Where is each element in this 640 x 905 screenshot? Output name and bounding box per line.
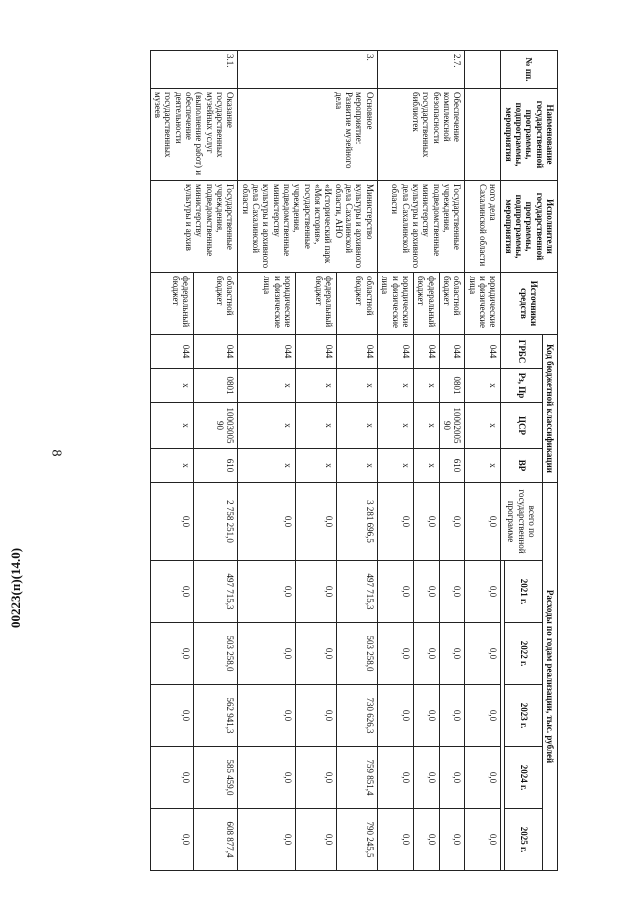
cell-total: 0,0 [295, 483, 336, 561]
cell-2023: 0,0 [150, 685, 194, 747]
header-budget-code: Код бюджетной классификации [542, 335, 557, 483]
cell-csr: х [150, 403, 194, 449]
cell-rzpr: х [413, 369, 439, 403]
header-no: № пп. [501, 51, 558, 89]
cell-csr: х [238, 403, 296, 449]
cell-2024: 759 851,4 [336, 747, 377, 809]
cell-vr: 610 [439, 449, 465, 483]
cell-csr: х [336, 403, 377, 449]
cell-name: Обеспечение комплексной безопасности государственных библиотек [377, 89, 464, 181]
cell-executor: Министерство культуры и архивного дела Сахалинской области, АНО «Исторический парк «Моя история», государственные учреждения, подведомственные министерству культуры и архивного дела Сахалинской области [238, 181, 377, 273]
page-number: 8 [48, 449, 64, 457]
cell-total: 2 758 251,0 [194, 483, 238, 561]
cell-source: федеральный бюджет [150, 273, 194, 335]
header-2021: 2021 г. [505, 561, 542, 623]
cell-2025: 0,0 [413, 809, 439, 871]
header-name: Наименование государственной программы, подпрограммы, мероприятия [501, 89, 558, 181]
cell-total: 3 281 696,5 [336, 483, 377, 561]
cell-vr: х [413, 449, 439, 483]
cell-csr: х [295, 403, 336, 449]
cell-executor: ного дела Сахалинской области [465, 181, 501, 273]
cell-2025: 0,0 [465, 809, 501, 871]
cell-total: 0,0 [465, 483, 501, 561]
cell-vr: 610 [194, 449, 238, 483]
cell-rzpr: 0801 [439, 369, 465, 403]
cell-source: юридические и физические лица [377, 273, 413, 335]
cell-csr: х [377, 403, 413, 449]
cell-2021: 0,0 [150, 561, 194, 623]
cell-2023: 0,0 [439, 685, 465, 747]
cell-no: 3. [238, 51, 377, 89]
cell-2021: 0,0 [377, 561, 413, 623]
cell-2024: 0,0 [150, 747, 194, 809]
header-2023: 2023 г. [505, 685, 542, 747]
cell-rzpr: х [150, 369, 194, 403]
cell-rzpr: х [238, 369, 296, 403]
cell-2024: 0,0 [377, 747, 413, 809]
cell-grbs: 044 [194, 335, 238, 369]
cell-2025: 0,0 [150, 809, 194, 871]
cell-2022: 0,0 [377, 623, 413, 685]
cell-2021: 0,0 [238, 561, 296, 623]
cell-executor: Государственные учреждения, подведомственные министерству культуры и архив [150, 181, 238, 273]
cell-no: 3.1. [150, 51, 238, 89]
cell-rzpr: х [377, 369, 413, 403]
cell-grbs: 044 [150, 335, 194, 369]
cell-2023: 0,0 [238, 685, 296, 747]
cell-rzpr: х [336, 369, 377, 403]
header-source: Источники средств [501, 273, 558, 335]
cell-total: 0,0 [377, 483, 413, 561]
cell-source: областной бюджет [336, 273, 377, 335]
header-2024: 2024 г. [505, 747, 542, 809]
cell-vr: х [150, 449, 194, 483]
cell-source: областной бюджет [439, 273, 465, 335]
header-vr: ВР [501, 449, 542, 483]
cell-2021: 0,0 [465, 561, 501, 623]
cell-2024: 0,0 [238, 747, 296, 809]
cell-total: 0,0 [150, 483, 194, 561]
header-total: всего по государственной программе [501, 483, 542, 561]
cell-csr: 10003005 90 [194, 403, 238, 449]
table-row [336, 51, 377, 871]
cell-grbs: 044 [439, 335, 465, 369]
cell-source: юридические и физические лица [238, 273, 296, 335]
cell-2024: 0,0 [439, 747, 465, 809]
cell-vr: х [377, 449, 413, 483]
header-executor: Исполнители государственной программы, подпрограммы, мероприятия [501, 181, 558, 273]
cell-2024: 0,0 [465, 747, 501, 809]
cell-source: юридические и физические лица [465, 273, 501, 335]
cell-name: Основное мероприятие: Развитие музейного дела [238, 89, 377, 181]
cell-2023: 562 941,3 [194, 685, 238, 747]
cell-vr: х [336, 449, 377, 483]
cell-2022: 503 258,0 [194, 623, 238, 685]
cell-executor: Государственные учреждения, подведомственные министерству культуры и архивного дела Сахалинской области [377, 181, 464, 273]
header-csr: ЦСР [501, 403, 542, 449]
cell-csr: х [413, 403, 439, 449]
header-expenses: Расходы по годам реализации, тыс. рублей [542, 483, 557, 871]
cell-source: федеральный бюджет [295, 273, 336, 335]
cell-vr: х [295, 449, 336, 483]
cell-no: 2.7. [377, 51, 464, 89]
cell-2022: 0,0 [150, 623, 194, 685]
cell-grbs: 044 [336, 335, 377, 369]
cell-csr: 10002005 90 [439, 403, 465, 449]
cell-rzpr: х [465, 369, 501, 403]
header-2022: 2022 г. [505, 623, 542, 685]
cell-vr: х [465, 449, 501, 483]
cell-2024: 585 459,0 [194, 747, 238, 809]
cell-2022: 503 258,0 [336, 623, 377, 685]
cell-2021: 0,0 [295, 561, 336, 623]
cell-2024: 0,0 [295, 747, 336, 809]
cell-2022: 0,0 [413, 623, 439, 685]
header-2025: 2025 г. [505, 809, 542, 871]
cell-2022: 0,0 [439, 623, 465, 685]
cell-2021: 497 715,3 [336, 561, 377, 623]
cell-name: Оказание государственных музейных услуг (выполнение работ) и обеспечение деятельности государственных музеев [150, 89, 238, 181]
cell-2023: 0,0 [465, 685, 501, 747]
cell-2025: 790 245,5 [336, 809, 377, 871]
cell-rzpr: 0801 [194, 369, 238, 403]
cell-2021: 0,0 [439, 561, 465, 623]
cell-2021: 0,0 [413, 561, 439, 623]
cell-2021: 497 715,3 [194, 561, 238, 623]
cell-rzpr: х [295, 369, 336, 403]
header-rzpr: Рз, Пр [501, 369, 542, 403]
cell-csr: х [465, 403, 501, 449]
cell-vr: х [238, 449, 296, 483]
budget-table [150, 50, 558, 871]
cell-grbs: 044 [413, 335, 439, 369]
table-row [194, 51, 238, 871]
cell-2024: 0,0 [413, 747, 439, 809]
cell-2025: 0,0 [295, 809, 336, 871]
cell-2022: 0,0 [465, 623, 501, 685]
cell-no [465, 51, 501, 89]
cell-grbs: 044 [377, 335, 413, 369]
cell-grbs: 044 [465, 335, 501, 369]
cell-source: областной бюджет [194, 273, 238, 335]
cell-2023: 0,0 [413, 685, 439, 747]
cell-2025: 0,0 [439, 809, 465, 871]
cell-total: 0,0 [439, 483, 465, 561]
table-row [439, 51, 465, 871]
cell-grbs: 044 [295, 335, 336, 369]
cell-total: 0,0 [238, 483, 296, 561]
cell-2023: 0,0 [295, 685, 336, 747]
document-code: 00223(п)(14.0) [8, 547, 23, 628]
cell-grbs: 044 [238, 335, 296, 369]
cell-2023: 0,0 [377, 685, 413, 747]
header-grbs: ГРБС [501, 335, 542, 369]
cell-2025: 0,0 [377, 809, 413, 871]
table-row [465, 51, 501, 871]
cell-2025: 0,0 [238, 809, 296, 871]
header-row-1 [542, 51, 557, 871]
cell-name [465, 89, 501, 181]
cell-2022: 0,0 [295, 623, 336, 685]
cell-total: 0,0 [413, 483, 439, 561]
cell-source: федеральный бюджет [413, 273, 439, 335]
cell-2023: 730 626,3 [336, 685, 377, 747]
cell-2025: 608 877,4 [194, 809, 238, 871]
cell-2022: 0,0 [238, 623, 296, 685]
